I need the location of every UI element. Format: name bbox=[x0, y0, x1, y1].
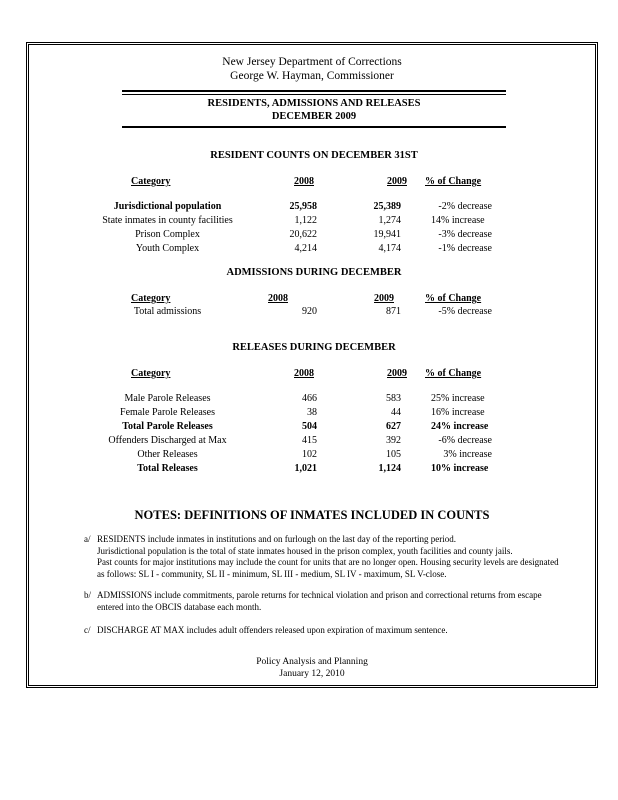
note-c-marker: c/ bbox=[84, 625, 91, 635]
table-cell-change: 10% increase bbox=[431, 463, 489, 474]
table-cell-category: Total Releases bbox=[137, 463, 198, 474]
note-b-line: ADMISSIONS include commitments, parole returns for technical violation and prison and correctional returns from escape bbox=[97, 590, 542, 600]
note-a-line: as follows: SL I - community, SL II - minimum, SL III - medium, SL IV - maximum, SL V-close. bbox=[97, 568, 447, 579]
note-a-line: RESIDENTS include inmates in institutions and on furlough on the last day of the reporting period. bbox=[97, 534, 456, 544]
note-c-line: DISCHARGE AT MAX includes adult offenders released upon expiration of maximum sentence. bbox=[97, 625, 448, 635]
admissions-col-category: Category bbox=[131, 293, 171, 304]
table-cell-change: -3% decrease bbox=[438, 229, 492, 240]
table-cell-2009: 25,389 bbox=[373, 201, 401, 212]
releases-col-2008: 2008 bbox=[294, 368, 314, 379]
table-cell-2009: 583 bbox=[386, 393, 401, 404]
table-cell-2008: 415 bbox=[302, 435, 317, 446]
table-cell-2008: 1,122 bbox=[294, 215, 317, 226]
table-cell-2008: 25,958 bbox=[289, 201, 317, 212]
table-cell-category: Offenders Discharged at Max bbox=[108, 435, 227, 446]
table-cell-2009: 1,274 bbox=[378, 215, 401, 226]
admissions-col-change: % of Change bbox=[425, 293, 482, 304]
note-b-line: entered into the OBCIS database each month. bbox=[97, 601, 262, 612]
note-a-line: Past counts for major institutions may include the count for units that are no longer open. Housing security levels are designated bbox=[97, 557, 559, 567]
table-cell-category: Female Parole Releases bbox=[120, 407, 215, 418]
residents-col-2009: 2009 bbox=[387, 176, 407, 187]
residents-col-change: % of Change bbox=[425, 176, 482, 187]
table-cell-change: -5% decrease bbox=[438, 306, 492, 317]
commissioner-name: George W. Hayman, Commissioner bbox=[230, 70, 394, 82]
table-cell-change: -2% decrease bbox=[438, 201, 492, 212]
footer-date: January 12, 2010 bbox=[279, 669, 345, 679]
residents-col-category: Category bbox=[131, 176, 171, 187]
footer-office: Policy Analysis and Planning bbox=[256, 657, 368, 667]
table-cell-change: -1% decrease bbox=[438, 243, 492, 254]
table-cell-category: Other Releases bbox=[137, 449, 198, 460]
table-cell-change: 24% increase bbox=[431, 421, 489, 432]
table-cell-2008: 4,214 bbox=[294, 243, 317, 254]
note-a-marker: a/ bbox=[84, 534, 91, 544]
table-cell-2009: 392 bbox=[386, 435, 401, 446]
residents-heading: RESIDENT COUNTS ON DECEMBER 31ST bbox=[210, 150, 418, 161]
table-cell-2008: 920 bbox=[302, 306, 317, 317]
releases-col-category: Category bbox=[131, 368, 171, 379]
table-cell-category: Prison Complex bbox=[135, 229, 200, 240]
table-cell-2008: 504 bbox=[302, 421, 317, 432]
residents-col-2008: 2008 bbox=[294, 176, 314, 187]
table-cell-2009: 627 bbox=[386, 421, 401, 432]
note-a-line: Jurisdictional population is the total of state inmates housed in the prison complex, youth facilities and county jails. bbox=[97, 545, 513, 556]
table-cell-2008: 466 bbox=[302, 393, 317, 404]
table-cell-change: 16% increase bbox=[431, 407, 485, 418]
table-cell-change: 25% increase bbox=[431, 393, 485, 404]
table-cell-2009: 1,124 bbox=[378, 463, 401, 474]
table-cell-2009: 44 bbox=[391, 407, 401, 418]
table-cell-2008: 1,021 bbox=[294, 463, 317, 474]
releases-heading: RELEASES DURING DECEMBER bbox=[232, 342, 396, 353]
table-cell-category: Total Parole Releases bbox=[122, 421, 213, 432]
title-rule-bottom bbox=[122, 126, 506, 128]
title-rule-top bbox=[122, 90, 506, 92]
admissions-col-2008: 2008 bbox=[268, 293, 288, 304]
table-cell-2009: 4,174 bbox=[378, 243, 401, 254]
table-cell-change: 14% increase bbox=[431, 215, 485, 226]
report-title: RESIDENTS, ADMISSIONS AND RELEASES bbox=[207, 98, 421, 109]
table-cell-change: -6% decrease bbox=[438, 435, 492, 446]
table-cell-category: Total admissions bbox=[133, 306, 202, 317]
department-name: New Jersey Department of Corrections bbox=[222, 56, 402, 68]
table-cell-2008: 38 bbox=[307, 407, 317, 418]
table-cell-category: Jurisdictional population bbox=[113, 201, 222, 212]
table-cell-2008: 102 bbox=[302, 449, 317, 460]
table-cell-category: Youth Complex bbox=[135, 243, 200, 254]
admissions-heading: ADMISSIONS DURING DECEMBER bbox=[226, 267, 402, 278]
notes-heading: NOTES: DEFINITIONS OF INMATES INCLUDED IN COUNTS bbox=[134, 508, 490, 522]
table-cell-2009: 105 bbox=[386, 449, 401, 460]
releases-col-2009: 2009 bbox=[387, 368, 407, 379]
table-cell-category: State inmates in county facilities bbox=[102, 215, 233, 226]
admissions-col-2009: 2009 bbox=[374, 293, 394, 304]
table-cell-2008: 20,622 bbox=[289, 229, 317, 240]
table-cell-category: Male Parole Releases bbox=[124, 393, 211, 404]
table-cell-2009: 19,941 bbox=[373, 229, 401, 240]
note-b-marker: b/ bbox=[84, 590, 92, 600]
releases-col-change: % of Change bbox=[425, 368, 482, 379]
report-period: DECEMBER 2009 bbox=[271, 111, 357, 122]
table-cell-change: 3% increase bbox=[443, 449, 492, 460]
title-rule-top-thin bbox=[122, 94, 506, 95]
table-cell-2009: 871 bbox=[386, 306, 401, 317]
